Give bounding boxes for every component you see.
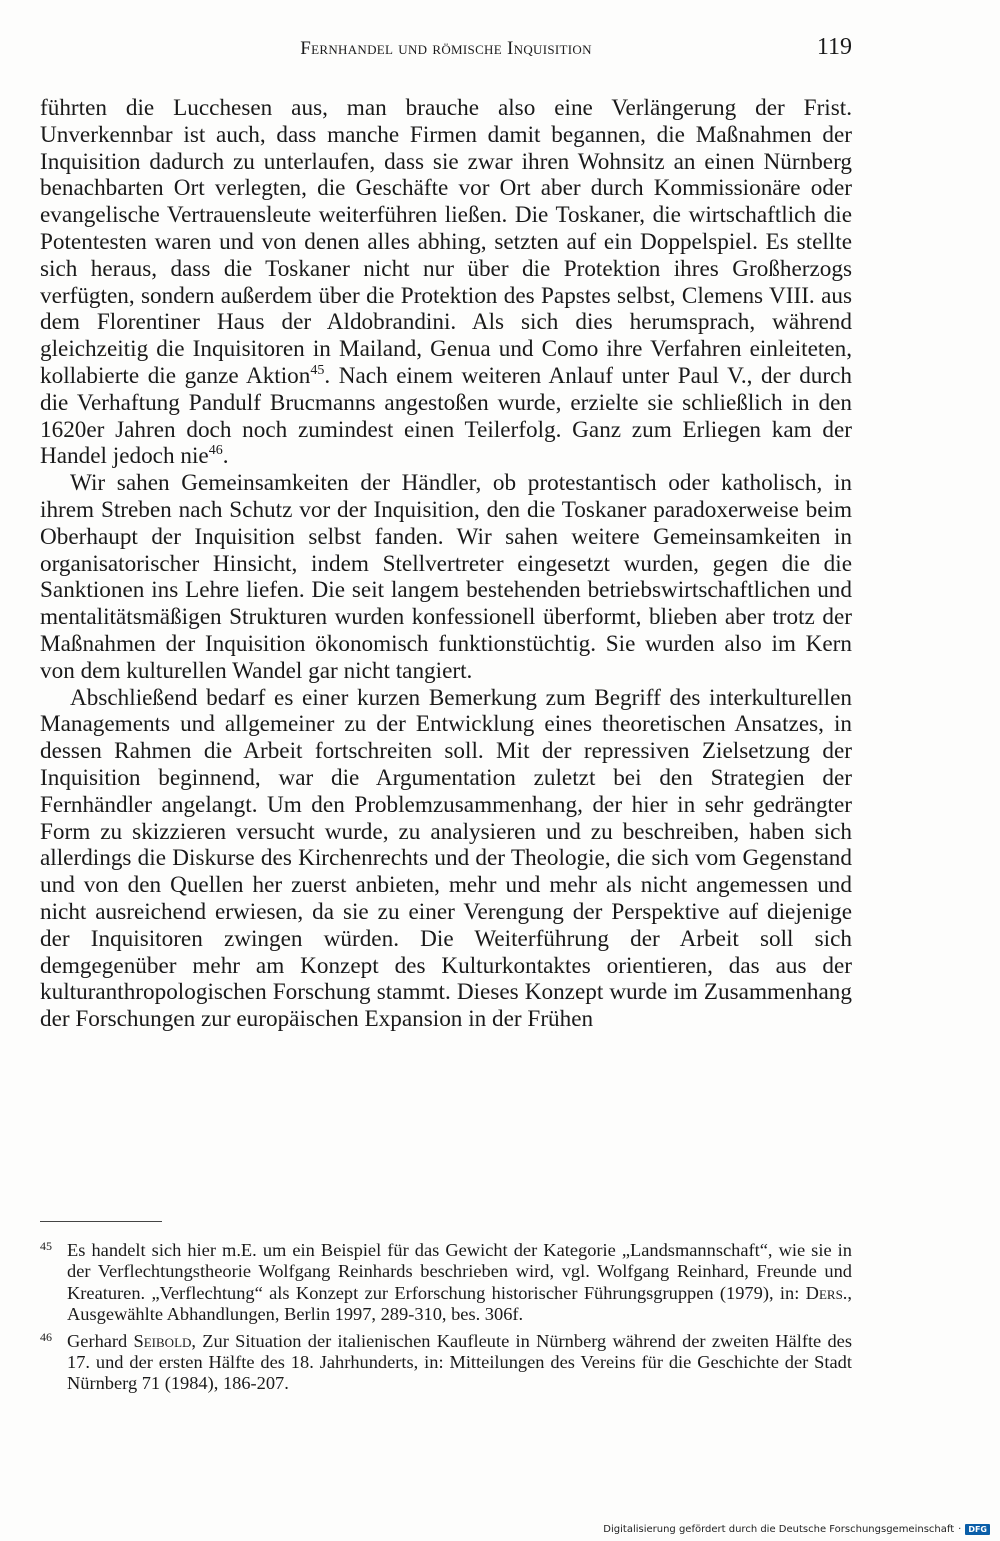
dfg-logo-icon: DFG bbox=[965, 1524, 990, 1535]
page-number: 119 bbox=[816, 34, 852, 60]
running-head bbox=[40, 34, 852, 68]
main-text bbox=[40, 95, 852, 1033]
paragraph-3: Abschließend bedarf es einer kurzen Bemerkung zum Begriff des interkulturellen Managements und allgemeiner zu der Entwicklung eines theoretischen Ansatzes, in dessen Rahmen die Arbeit fortschreiten soll. Mit der repressiven Zielsetzung der Inquisition beginnend, war die Argumentation zuletzt bei den Strategien der Fernhändler angelangt. Um den Problemzusammenhang, der hier in sehr gedrängter Form zu skizzieren versucht wurde, zu analysieren und zu beschreiben, haben sich allerdings die Diskurse des Kirchenrechts und der Theologie, die sich vom Gegenstand und von den Quellen her zuerst anbieten, mehr und mehr als nicht angemessen und nicht ausreichend erwiesen, da sie zu einer Verengung der Perspektive auf diejenige der Inquisitoren zwingen würden. Die Weiterführung der Arbeit soll sich demgegenüber mehr am Konzept des Kulturkontaktes orientieren, das aus der kulturanthropologischen Forschung stammt. Dieses Konzept wurde im Zusammenhang der Forschungen zur europäischen Expansion in der Frühen bbox=[40, 684, 852, 1033]
footnote-text-b: , Zur Situation der italienischen Kaufleute in Nürnberg während der zweiten Hälfte des 17. und der ersten Hälfte des 18. Jahrhunderts, in: Mitteilungen des Vereins für die Geschichte der Stadt Nürnberg 71 (1984), 186-207. bbox=[67, 1330, 852, 1394]
credit-text: Digitalisierung gefördert durch die Deutsche Forschungsgemeinschaft bbox=[603, 1524, 955, 1535]
footnote-author: Ders bbox=[805, 1282, 843, 1303]
footnotes bbox=[40, 1240, 852, 1400]
footnote-46 bbox=[40, 1331, 852, 1395]
footnote-text-a: Gerhard bbox=[67, 1330, 134, 1351]
footnote-45 bbox=[40, 1240, 852, 1326]
footnote-ref-46[interactable]: 46 bbox=[208, 443, 223, 459]
running-title: Fernhandel und römische Inquisition bbox=[300, 38, 592, 59]
paragraph-1-text-b: . Nach einem weiteren Anlauf unter Paul V., der durch die Verhaftung Pandulf Brucmanns angestoßen wurde, erzielte sie schließlich in den 1620er Jahren doch noch zumindest einen Teilerfolg. Ganz zum Erliegen kam der Handel jedoch nie bbox=[40, 362, 852, 470]
footnote-number: 45 bbox=[40, 1239, 52, 1253]
footnote-number: 46 bbox=[40, 1329, 52, 1344]
paragraph-2: Wir sahen Gemeinsamkeiten der Händler, ob protestantisch oder katholisch, in ihrem Streben nach Schutz vor der Inquisition, den die Toskaner paradoxerweise beim Oberhaupt der Inquisition selbst fanden. Wir sahen weitere Gemeinsamkeiten in organisatorischer Hinsicht, indem Stellvertreter eingesetzt wurden, gegen die die Sanktionen ins Lehre liefen. Die seit langem bestehenden betriebswirtschaftlichen und mentalitätsmäßigen Strukturen wurden konfessionell überformt, blieben aber trotz der Maßnahmen der Inquisition ökonomisch funktionstüchtig. Sie wurden also im Kern von dem kulturellen Wandel gar nicht tangiert. bbox=[40, 470, 852, 684]
footnote-text-a: Es handelt sich hier m.E. um ein Beispiel für das Gewicht der Kategorie „Landsmannschaft“, wie sie in der Verflechtungstheorie Wolfgang Reinhards beschrieben wird, vgl. Wolfgang Reinhard, Freunde und Kreaturen. „Verflechtung“ als Konzept zur Erforschung historischer Führungsgruppen (1979), in: bbox=[67, 1240, 852, 1303]
footnote-author: Seibold bbox=[133, 1330, 192, 1351]
footnote-rule bbox=[40, 1221, 162, 1222]
credit-separator: · bbox=[958, 1524, 962, 1535]
footnote-ref-45[interactable]: 45 bbox=[310, 362, 325, 378]
digitization-credit bbox=[603, 1524, 990, 1535]
paragraph-1-text-c: . bbox=[222, 443, 229, 470]
paragraph-1 bbox=[40, 95, 852, 470]
paragraph-1-text-a: führten die Lucchesen aus, man brauche also eine Verlängerung der Frist. Unverkennbar ist auch, dass manche Firmen damit begannen, die Maßnahmen der Inquisition dadurch zu unterlaufen, dass sie zwar ihren Wohnsitz an einen Nürnberg benachbarten Ort verlegten, die Geschäfte vor Ort aber durch Kommissionäre oder evangelische Vertrauensleute weiterführen ließen. Die Toskaner, die wirtschaftlich die Potentesten waren und von denen alles abhing, setzten auf ein Doppelspiel. Es stellte sich heraus, dass die Toskaner nicht nur über die Protektion ihres Großherzogs verfügten, sondern außerdem über die Protektion des Papstes selbst, Clemens VIII. aus dem Florentiner Haus der Aldobrandini. Als sich dies herumsprach, während gleichzeitig die Inquisitoren in Mailand, Genua und Como ihre Verfahren einleiteten, kollabierte die ganze Aktion bbox=[40, 95, 852, 389]
footnote-text-b: ., Ausgewählte Abhandlungen, Berlin 1997, 289-310, bes. 306f. bbox=[67, 1282, 852, 1325]
